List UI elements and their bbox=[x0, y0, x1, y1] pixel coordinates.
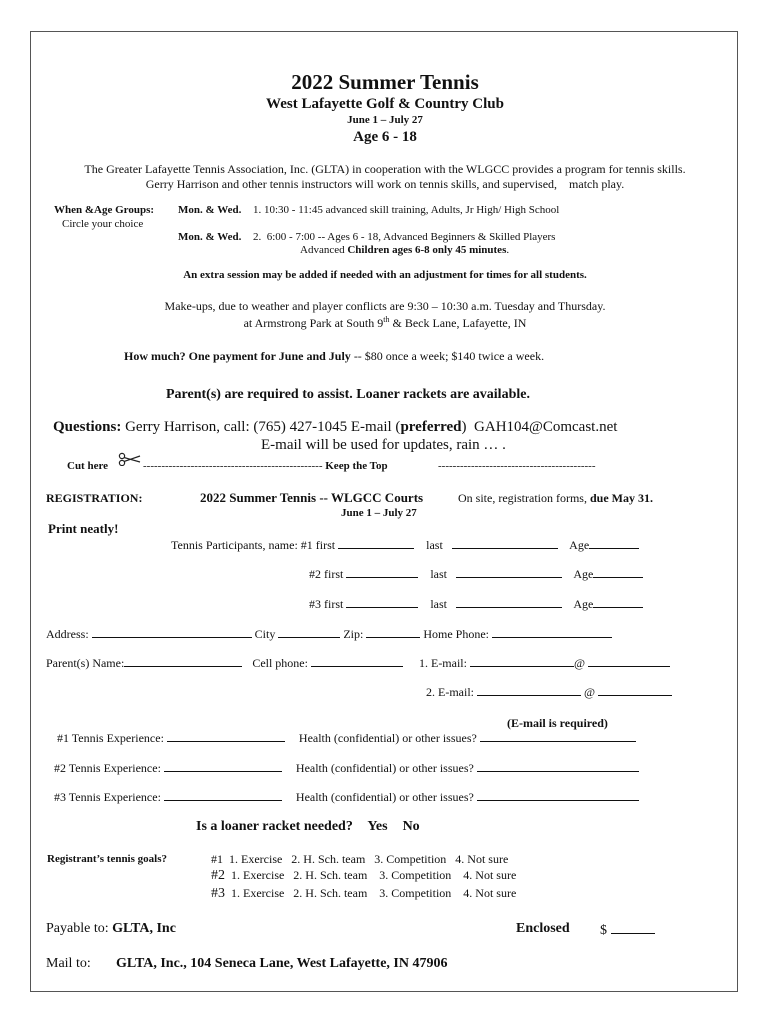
group2-note-bold: Children ages 6-8 only 45 minutes bbox=[347, 244, 507, 256]
questions-line-2: E-mail will be used for updates, rain … . bbox=[261, 437, 506, 453]
parent-name-label: Parent(s) Name: bbox=[46, 656, 125, 670]
experience-3-field[interactable] bbox=[164, 790, 282, 801]
address-row bbox=[46, 627, 612, 642]
experience-1-row bbox=[57, 731, 636, 746]
health-3-field[interactable] bbox=[477, 790, 639, 801]
group2-note-prefix: Advanced bbox=[300, 244, 348, 256]
email-1-at: @ bbox=[573, 656, 586, 670]
experience-2-field[interactable] bbox=[164, 761, 282, 772]
parent-row bbox=[46, 656, 670, 671]
participant-1-last-field[interactable] bbox=[452, 538, 558, 549]
cost-line bbox=[124, 349, 544, 364]
experience-3-label: #3 Tennis Experience: bbox=[54, 790, 161, 804]
email-2-label: 2. E-mail: bbox=[426, 685, 474, 699]
participant-2-first-field[interactable] bbox=[346, 567, 418, 578]
registration-deadline-prefix: On site, registration forms, bbox=[458, 491, 590, 505]
email-required-note: (E-mail is required) bbox=[507, 716, 608, 730]
home-phone-label: Home Phone: bbox=[423, 627, 490, 641]
scissors-icon bbox=[118, 452, 142, 466]
email-2-row bbox=[426, 685, 672, 700]
group2-day: Mon. & Wed. bbox=[178, 231, 242, 243]
mail-address: GLTA, Inc., 104 Seneca Lane, West Lafayette, IN 47906 bbox=[116, 956, 448, 971]
participant-1-first-label: Tennis Participants, name: #1 first bbox=[171, 538, 336, 552]
participant-1-first-field[interactable] bbox=[338, 538, 414, 549]
makeups-location-prefix: at Armstrong Park at South 9 bbox=[243, 316, 384, 330]
participant-3-first-field[interactable] bbox=[346, 597, 418, 608]
loaner-row bbox=[196, 819, 420, 835]
loaner-question: Is a loaner racket needed? bbox=[196, 819, 353, 834]
registration-title: 2022 Summer Tennis -- WLGCC Courts bbox=[200, 490, 424, 505]
cost-label: How much? One payment for June and July bbox=[124, 349, 351, 363]
participant-3-first-label: #3 first bbox=[309, 597, 344, 611]
intro-line-2: Gerry Harrison and other tennis instructors will work on tennis skills, and supervised, match play. bbox=[145, 177, 625, 191]
zip-label: Zip: bbox=[343, 627, 364, 641]
participant-1-last-label: last bbox=[426, 538, 443, 552]
makeups-line-2 bbox=[0, 315, 770, 331]
group2-option[interactable]: 2. 6:00 - 7:00 -- Ages 6 - 18, Advanced Beginners & Skilled Players bbox=[253, 231, 556, 243]
email-1-label: 1. E-mail: bbox=[418, 656, 467, 670]
enclosed-label: Enclosed bbox=[516, 921, 570, 936]
registration-deadline bbox=[458, 491, 653, 506]
goals-row-3[interactable] bbox=[211, 886, 516, 902]
group2-note bbox=[300, 244, 509, 256]
city-label: City bbox=[254, 627, 276, 641]
email-1-user-field[interactable] bbox=[470, 656, 574, 667]
participant-2-last-field[interactable] bbox=[456, 567, 562, 578]
questions-preferred: preferred bbox=[400, 419, 462, 435]
makeups-ordinal: th bbox=[383, 315, 390, 324]
group1-option[interactable]: 1. 10:30 - 11:45 advanced skill training, Adults, Jr High/ High School bbox=[253, 204, 560, 216]
cost-text: -- $80 once a week; $140 twice a week. bbox=[350, 349, 545, 363]
participant-3-last-field[interactable] bbox=[456, 597, 562, 608]
goals-row-2-options: 1. Exercise 2. H. Sch. team 3. Competition 4. Not sure bbox=[231, 868, 517, 882]
payable-to: GLTA, Inc bbox=[112, 921, 176, 936]
goals-row-2[interactable] bbox=[211, 868, 516, 884]
goals-row-1-options: 1. Exercise 2. H. Sch. team 3. Competition 4. Not sure bbox=[229, 852, 509, 866]
print-neatly: Print neatly! bbox=[48, 521, 119, 536]
club-name: West Lafayette Golf & Country Club bbox=[266, 96, 504, 112]
address-field[interactable] bbox=[92, 627, 252, 638]
participant-1-age-field[interactable] bbox=[589, 538, 639, 549]
payable-line bbox=[46, 921, 176, 937]
city-field[interactable] bbox=[278, 627, 340, 638]
goals-row-1[interactable] bbox=[211, 852, 508, 867]
keep-the-top: Keep the Top bbox=[325, 460, 388, 472]
experience-1-field[interactable] bbox=[167, 731, 285, 742]
cut-dashes-1: ------------------------------------------------- bbox=[143, 460, 323, 472]
participant-2-first-label: #2 first bbox=[309, 567, 344, 581]
registration-deadline-date: due May 31. bbox=[589, 491, 653, 505]
health-2-label: Health (confidential) or other issues? bbox=[295, 761, 474, 775]
questions-text-2: ) GAH104@Comcast.net bbox=[461, 419, 618, 435]
makeups-line-1: Make-ups, due to weather and player conflicts are 9:30 – 10:30 a.m. Tuesday and Thursday. bbox=[164, 299, 606, 313]
dollar-sign: $ bbox=[600, 923, 607, 938]
participant-3-age-field[interactable] bbox=[593, 597, 643, 608]
cut-dashes-2: ------------------------------------------- bbox=[438, 460, 596, 472]
mail-label: Mail to: bbox=[46, 956, 91, 971]
experience-3-row bbox=[54, 790, 639, 805]
participant-2-age-label: Age bbox=[573, 567, 594, 581]
cell-phone-field[interactable] bbox=[311, 656, 403, 667]
participant-1-age-label: Age bbox=[569, 538, 590, 552]
participant-1-row bbox=[171, 538, 639, 553]
health-2-field[interactable] bbox=[477, 761, 639, 772]
health-3-label: Health (confidential) or other issues? bbox=[295, 790, 474, 804]
page-title: 2022 Summer Tennis bbox=[291, 70, 479, 94]
participant-2-row bbox=[309, 567, 643, 582]
participant-3-last-label: last bbox=[430, 597, 448, 611]
loaner-no-option[interactable]: No bbox=[402, 819, 420, 834]
group1-day: Mon. & Wed. bbox=[178, 204, 242, 216]
goals-row-3-options: 1. Exercise 2. H. Sch. team 3. Competition 4. Not sure bbox=[231, 886, 517, 900]
experience-1-label: #1 Tennis Experience: bbox=[57, 731, 164, 745]
parents-note: Parent(s) are required to assist. Loaner rackets are available. bbox=[166, 387, 530, 402]
goals-row-3-num: #3 bbox=[211, 886, 225, 901]
makeups-location-suffix: & Beck Lane, Lafayette, IN bbox=[389, 316, 527, 330]
email-2-user-field[interactable] bbox=[477, 685, 581, 696]
payable-label: Payable to: bbox=[46, 921, 113, 936]
goals-row-2-num: #2 bbox=[211, 868, 225, 883]
cut-label: Cut here bbox=[67, 460, 109, 472]
participant-2-age-field[interactable] bbox=[593, 567, 643, 578]
questions-line bbox=[53, 419, 617, 436]
groups-label: When &Age Groups: bbox=[54, 204, 155, 216]
age-range: Age 6 - 18 bbox=[353, 129, 417, 145]
participant-2-last-label: last bbox=[430, 567, 448, 581]
questions-label: Questions: bbox=[53, 419, 122, 435]
email-2-at: @ bbox=[584, 685, 596, 699]
zip-field[interactable] bbox=[366, 627, 420, 638]
goals-label: Registrant’s tennis goals? bbox=[47, 853, 167, 865]
experience-2-row bbox=[54, 761, 639, 776]
program-dates: June 1 – July 27 bbox=[347, 114, 423, 126]
registration-dates: June 1 – July 27 bbox=[341, 507, 417, 519]
cut-dashes-left bbox=[143, 460, 388, 472]
email-1-domain-field[interactable] bbox=[588, 656, 670, 667]
health-1-label: Health (confidential) or other issues? bbox=[298, 731, 477, 745]
questions-text-1: Gerry Harrison, call: (765) 427-1045 E-mail ( bbox=[121, 419, 401, 435]
parent-name-field[interactable] bbox=[124, 656, 242, 667]
loaner-yes-option[interactable]: Yes bbox=[367, 819, 388, 834]
groups-sublabel: Circle your choice bbox=[62, 218, 144, 230]
enclosed-amount-field[interactable] bbox=[611, 921, 655, 934]
address-label: Address: bbox=[46, 627, 89, 641]
intro-line-1: The Greater Lafayette Tennis Association, Inc. (GLTA) in cooperation with the WLGCC provides a program for tennis skills. bbox=[84, 162, 686, 176]
registration-label: REGISTRATION: bbox=[46, 491, 143, 505]
enclosed-amount bbox=[600, 921, 655, 939]
email-2-domain-field[interactable] bbox=[598, 685, 672, 696]
group2-note-suffix: . bbox=[506, 244, 510, 256]
extra-session-note: An extra session may be added if needed with an adjustment for times for all students. bbox=[183, 269, 587, 281]
health-1-field[interactable] bbox=[480, 731, 636, 742]
participant-3-row bbox=[309, 597, 643, 612]
goals-row-1-num: #1 bbox=[211, 852, 223, 866]
home-phone-field[interactable] bbox=[492, 627, 612, 638]
cell-phone-label: Cell phone: bbox=[252, 656, 308, 670]
participant-3-age-label: Age bbox=[573, 597, 594, 611]
experience-2-label: #2 Tennis Experience: bbox=[54, 761, 161, 775]
